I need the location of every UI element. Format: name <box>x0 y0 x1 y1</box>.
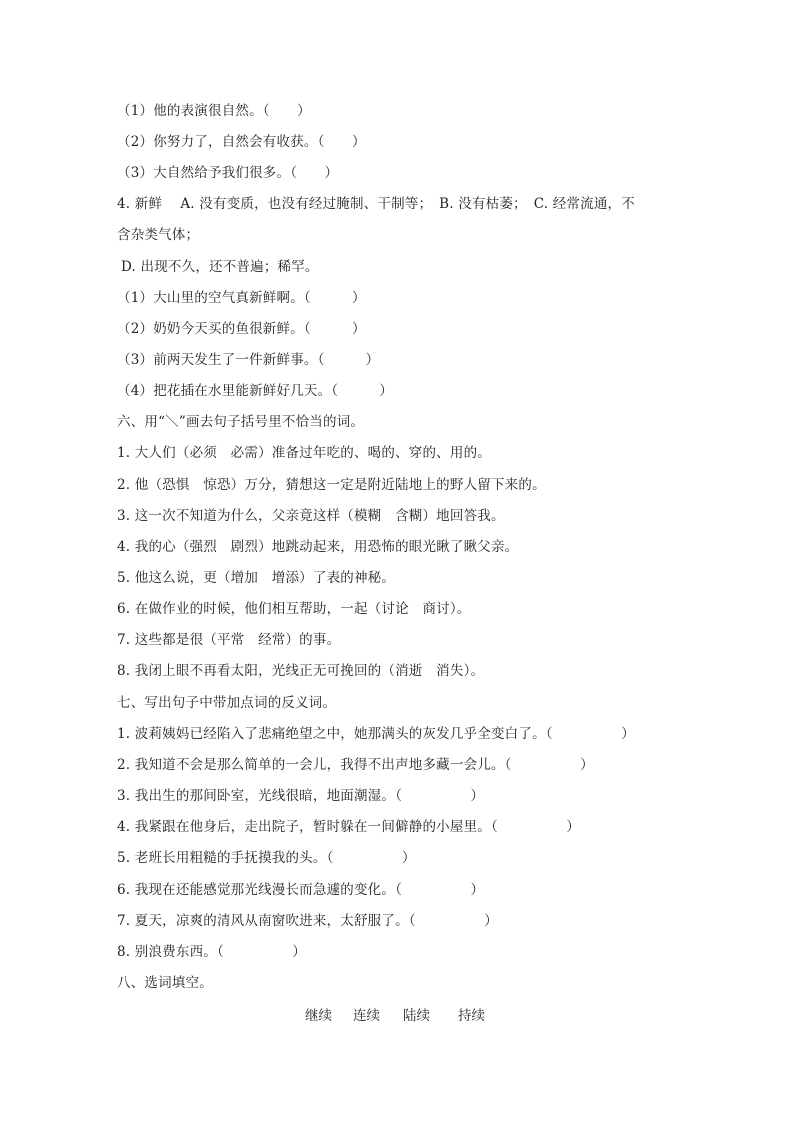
xinxian-item-4: （4）把花插在水里能新鲜好几天。（ ） <box>117 383 394 399</box>
section-6-title: 六、用“＼”画去句子括号里不恰当的词。 <box>117 414 365 430</box>
section-7-item-7: 7. 夏天，凉爽的清风从南窗吹进来，太舒服了。（ ） <box>117 913 498 929</box>
word-choice-2: 连续 <box>353 1008 380 1024</box>
section-7-item-1: 1. 波莉姨妈已经陷入了悲痛绝望之中，她那满头的灰发几乎全变白了。（ ） <box>117 726 635 742</box>
word-choice-3: 陆续 <box>403 1008 430 1024</box>
question-4-definitions: 4. 新鲜 A. 没有变质，也没有经过腌制、干制等； B. 没有枯萎； C. 经常流通，不 <box>117 196 635 212</box>
xinxian-item-3: （3）前两天发生了一件新鲜事。（ ） <box>117 352 380 368</box>
section-7-item-6: 6. 我现在还能感觉那光线漫长而急遽的变化。（ ） <box>117 882 485 898</box>
section-6-item-8: 8. 我闭上眼不再看太阳，光线正无可挽回的（消逝 消失）。 <box>117 663 485 679</box>
section-6-item-7: 7. 这些都是很（平常 经常）的事。 <box>117 632 341 648</box>
section-7-item-5: 5. 老班长用粗糙的手抚摸我的头。（ ） <box>117 850 416 866</box>
section-7-item-2: 2. 我知道不会是那么简单的一会儿，我得不出声地多藏一会儿。（ ） <box>117 757 594 773</box>
word-choice-1: 继续 <box>305 1008 332 1024</box>
question-4-definition-d: D. 出现不久，还不普遍；稀罕。 <box>121 259 319 275</box>
word-choice-4: 持续 <box>458 1008 485 1024</box>
section-7-title: 七、写出句子中带加点词的反义词。 <box>117 695 337 711</box>
xinxian-item-2: （2）奶奶今天买的鱼很新鲜。（ ） <box>117 321 366 337</box>
ziran-item-2: （2）你努力了，自然会有收获。（ ） <box>117 134 366 150</box>
section-8-title: 八、选词填空。 <box>117 975 213 991</box>
section-7-item-8: 8. 别浪费东西。（ ） <box>117 944 307 960</box>
section-6-item-6: 6. 在做作业的时候，他们相互帮助，一起（讨论 商讨）。 <box>117 601 471 617</box>
section-7-item-3: 3. 我出生的那间卧室，光线很暗，地面潮湿。（ ） <box>117 788 485 804</box>
section-6-item-4: 4. 我的心（强烈 剧烈）地跳动起来，用恐怖的眼光瞅了瞅父亲。 <box>117 539 519 555</box>
xinxian-item-1: （1）大山里的空气真新鲜啊。（ ） <box>117 290 366 306</box>
ziran-item-3: （3）大自然给予我们很多。（ ） <box>117 165 339 181</box>
section-6-item-3: 3. 这一次不知道为什么，父亲竟这样（模糊 含糊）地回答我。 <box>117 508 505 524</box>
section-6-item-1: 1. 大人们（必须 必需）准备过年吃的、喝的、穿的、用的。 <box>117 445 491 461</box>
section-7-item-4: 4. 我紧跟在他身后，走出院子，暂时躲在一间僻静的小屋里。（ ） <box>117 819 581 835</box>
section-6-item-5: 5. 他这么说，更（增加 增添）了表的神秘。 <box>117 570 396 586</box>
section-6-item-2: 2. 他（恐惧 惊恐）万分，猜想这一定是附近陆地上的野人留下来的。 <box>117 477 546 493</box>
ziran-item-1: （1）他的表演很自然。（ ） <box>117 103 311 119</box>
question-4-definitions-cont: 含杂类气体； <box>117 227 200 243</box>
